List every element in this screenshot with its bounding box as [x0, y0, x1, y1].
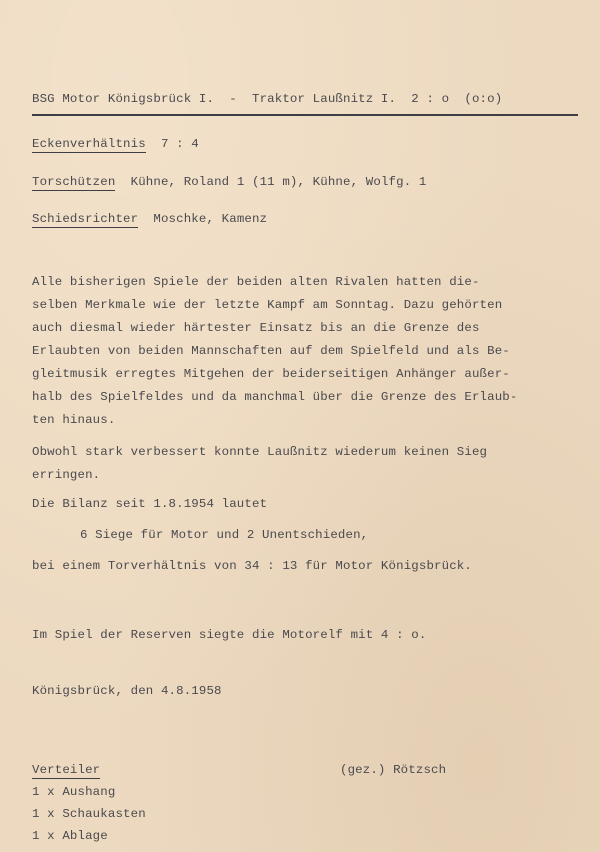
signature: (gez.) Rötzsch	[340, 763, 447, 777]
bilanz-result: 6 Siege für Motor und 2 Unentschieden,	[80, 528, 369, 542]
report-line: selben Merkmale wie der letzte Kampf am Sonntag. Dazu gehörten	[32, 298, 503, 312]
reserves-line: Im Spiel der Reserven siegte die Motorelf mit 4 : o.	[32, 628, 427, 642]
report-line: auch diesmal wieder härtester Einsatz bis an die Grenze des	[32, 321, 480, 335]
referee-line	[32, 212, 267, 226]
report-line: Alle bisherigen Spiele der beiden alten Rivalen hatten die-	[32, 275, 480, 289]
place-date: Königsbrück, den 4.8.1958	[32, 684, 222, 698]
referee-label: Schiedsrichter	[32, 212, 139, 226]
corners-label: Eckenverhältnis	[32, 137, 146, 151]
distribution-label: Verteiler	[32, 763, 101, 777]
scorers-line	[32, 175, 426, 189]
corners-value: 7 : 4	[160, 137, 199, 151]
header-rule	[32, 114, 578, 116]
report-line: Erlaubten von beiden Mannschaften auf dem Spielfeld und als Be-	[32, 344, 510, 358]
corners-line	[32, 137, 199, 151]
scorers-label: Torschützen	[32, 175, 116, 189]
scorers-value: Kühne, Roland 1 (11 m), Kühne, Wolfg. 1	[130, 175, 427, 189]
report-line: erringen.	[32, 468, 101, 482]
referee-value: Moschke, Kamenz	[153, 212, 268, 226]
report-line: gleitmusik erregtes Mitgehen der beiderseitigen Anhänger außer-	[32, 367, 510, 381]
distribution-item: 1 x Schaukasten	[32, 807, 146, 821]
report-line: ten hinaus.	[32, 413, 116, 427]
match-header: BSG Motor Königsbrück I. - Traktor Laußnitz I. 2 : o (o:o)	[32, 92, 503, 106]
distribution-item: 1 x Aushang	[32, 785, 116, 799]
distribution-label-line	[32, 763, 100, 777]
report-line: Obwohl stark verbessert konnte Laußnitz wiederum keinen Sieg	[32, 445, 488, 459]
report-line: halb des Spielfeldes und da manchmal über die Grenze des Erlaub-	[32, 390, 518, 404]
bilanz-goals: bei einem Torverhältnis von 34 : 13 für Motor Königsbrück.	[32, 559, 472, 573]
bilanz-intro: Die Bilanz seit 1.8.1954 lautet	[32, 497, 268, 511]
distribution-item: 1 x Ablage	[32, 829, 108, 843]
